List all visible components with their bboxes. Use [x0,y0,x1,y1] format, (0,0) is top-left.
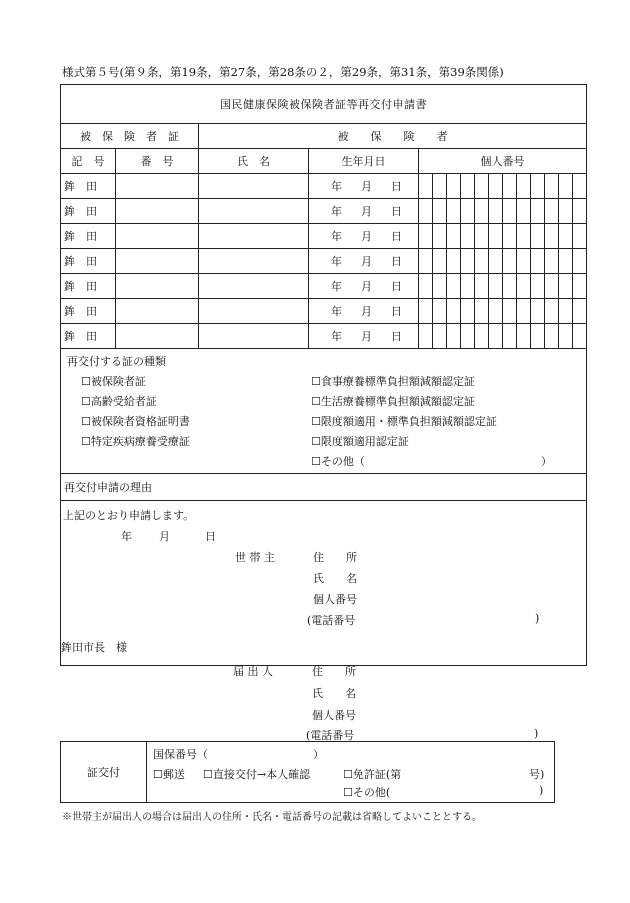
number-cell[interactable] [116,199,199,224]
digit-box[interactable] [531,249,545,274]
checkbox-limit-and-standard-reduction[interactable]: ☐限度額適用・標準負担額減額認定証 [311,415,497,428]
notifier-phone-label: (電話番号 [306,729,355,742]
symbol-cell: 鉾 田 [61,324,116,349]
digit-box[interactable] [475,199,489,224]
day-label: 日 [391,305,402,318]
digit-box[interactable] [545,199,559,224]
digit-box[interactable] [489,224,503,249]
digit-box[interactable] [503,249,517,274]
number-cell[interactable] [116,224,199,249]
digit-box[interactable] [517,249,531,274]
birthdate-cell[interactable] [309,174,419,199]
month-label: 月 [361,280,372,293]
symbol-cell: 鉾 田 [61,249,116,274]
birthdate-cell[interactable] [309,249,419,274]
digit-box[interactable] [433,224,447,249]
digit-box[interactable] [545,324,559,349]
digit-box[interactable] [475,249,489,274]
digit-box[interactable] [573,224,587,249]
householder-phone-label: (電話番号 [307,614,356,627]
digit-box[interactable] [531,174,545,199]
application-statement: 上記のとおり申請します。 [63,509,195,522]
digit-box[interactable] [559,249,573,274]
footnote: ※世帯主が届出人の場合は届出人の住所・氏名・電話番号の記載は省略してよいこととする。 [62,812,482,823]
digit-box[interactable] [559,174,573,199]
digit-box[interactable] [559,224,573,249]
symbol-cell: 鉾 田 [61,199,116,224]
symbol-column-header: 記 号 [61,149,116,174]
checkbox-limit-certificate[interactable]: ☐限度額適用認定証 [311,435,409,448]
table-row [61,324,587,349]
month-label: 月 [361,330,372,343]
householder-address-label: 住 所 [313,551,357,564]
digit-box[interactable] [517,174,531,199]
digit-box[interactable] [489,299,503,324]
digit-box[interactable] [559,324,573,349]
kokuho-number-label: 国保番号（ [153,748,208,761]
digit-box[interactable] [489,324,503,349]
notifier-label: 届 出 人 [233,665,273,678]
symbol-cell: 鉾 田 [61,299,116,324]
month-label: 月 [361,230,372,243]
checkbox-meal-cost-reduction[interactable]: ☐食事療養標準負担額減額認定証 [311,375,475,388]
digit-box[interactable] [503,299,517,324]
digit-box[interactable] [503,174,517,199]
year-label: 年 [331,280,342,293]
application-section [61,501,587,666]
personal-number-column-header: 個人番号 [419,149,587,174]
name-cell[interactable] [199,174,309,199]
table-row [61,249,587,274]
digit-box[interactable] [461,299,475,324]
digit-box[interactable] [573,299,587,324]
form-header: 様式第５号(第９条，第19条，第27条，第28条の２，第29条，第31条，第39条関係) [62,65,504,79]
digit-box[interactable] [433,324,447,349]
kokuho-number-close: ） [313,748,324,761]
digit-box[interactable] [531,274,545,299]
number-cell[interactable] [116,299,199,324]
day-label: 日 [391,255,402,268]
digit-box[interactable] [475,324,489,349]
digit-box[interactable] [475,224,489,249]
digit-box[interactable] [503,199,517,224]
number-cell[interactable] [116,174,199,199]
digit-box[interactable] [447,174,461,199]
digit-box[interactable] [419,274,433,299]
reissue-types-title: 再交付する証の種類 [67,355,166,368]
digit-box[interactable] [559,299,573,324]
digit-box[interactable] [447,249,461,274]
digit-box[interactable] [447,324,461,349]
digit-box[interactable] [573,324,587,349]
digit-box[interactable] [433,274,447,299]
table-row [61,274,587,299]
checkbox-other-id[interactable]: ☐その他( [343,786,391,799]
name-cell[interactable] [199,299,309,324]
birthdate-cell[interactable] [309,224,419,249]
birthdate-cell[interactable] [309,324,419,349]
insured-person-header: 被 保 険 者 [199,124,587,149]
digit-box[interactable] [461,199,475,224]
application-form-table [60,84,587,666]
digit-box[interactable] [503,224,517,249]
digit-box[interactable] [545,224,559,249]
digit-box[interactable] [531,299,545,324]
digit-box[interactable] [475,174,489,199]
checkbox-direct-delivery[interactable]: ☐直接交付→本人確認 [203,768,311,781]
digit-box[interactable] [531,199,545,224]
digit-box[interactable] [573,249,587,274]
householder-name-label: 氏 名 [313,572,357,585]
symbol-cell: 鉾 田 [61,224,116,249]
notifier-address-label: 住 所 [312,665,356,678]
digit-box[interactable] [517,324,531,349]
number-cell[interactable] [116,274,199,299]
license-suffix: 号) [529,768,545,781]
table-row [61,174,587,199]
householder-phone-close: ) [535,612,540,625]
digit-box[interactable] [559,274,573,299]
insurance-card-header: 被 保 険 者 証 [61,124,199,149]
name-cell[interactable] [199,324,309,349]
addressee-label: 鉾田市長 様 [61,641,127,654]
digit-box[interactable] [433,299,447,324]
digit-box[interactable] [447,299,461,324]
reissue-types-section [61,349,587,474]
checkbox-living-cost-reduction[interactable]: ☐生活療養標準負担額減額認定証 [311,395,475,408]
table-row [61,199,587,224]
digit-box[interactable] [419,324,433,349]
day-label: 日 [391,180,402,193]
digit-box[interactable] [489,249,503,274]
householder-personal-number-label: 個人番号 [313,593,357,606]
year-label: 年 [331,330,342,343]
year-label: 年 [331,255,342,268]
digit-box[interactable] [531,324,545,349]
digit-box[interactable] [545,174,559,199]
digit-box[interactable] [573,274,587,299]
certificate-issuance-table [60,741,555,803]
digit-box[interactable] [545,249,559,274]
date-day-label: 日 [205,530,216,543]
digit-box[interactable] [461,224,475,249]
number-cell[interactable] [116,249,199,274]
birthdate-cell[interactable] [309,299,419,324]
notifier-phone-close: ) [534,727,539,740]
digit-box[interactable] [531,224,545,249]
digit-box[interactable] [517,274,531,299]
certificate-issuance-options [147,742,555,803]
table-row [61,224,587,249]
digit-box[interactable] [475,274,489,299]
table-row [61,299,587,324]
checkbox-mail[interactable]: ☐郵送 [153,768,185,781]
digit-box[interactable] [447,274,461,299]
digit-box[interactable] [503,324,517,349]
digit-box[interactable] [475,299,489,324]
householder-label: 世 帯 主 [235,551,275,564]
name-cell[interactable] [199,199,309,224]
digit-box[interactable] [503,274,517,299]
date-month-label: 月 [159,530,170,543]
digit-box[interactable] [433,174,447,199]
month-label: 月 [361,305,372,318]
digit-box[interactable] [461,249,475,274]
name-column-header: 氏 名 [199,149,309,174]
checkbox-drivers-license[interactable]: ☐免許証(第 [343,768,402,781]
year-label: 年 [331,305,342,318]
digit-box[interactable] [545,274,559,299]
day-label: 日 [391,230,402,243]
reissue-reason-field[interactable] [61,474,587,501]
digit-box[interactable] [489,174,503,199]
digit-box[interactable] [419,299,433,324]
digit-box[interactable] [489,199,503,224]
year-label: 年 [331,205,342,218]
month-label: 月 [361,205,372,218]
digit-box[interactable] [573,174,587,199]
digit-box[interactable] [517,224,531,249]
digit-box[interactable] [419,224,433,249]
digit-box[interactable] [545,299,559,324]
month-label: 月 [361,180,372,193]
checkbox-elderly-recipient-card[interactable]: ☐高齢受給者証 [81,395,157,408]
notifier-name-label: 氏 名 [312,687,356,700]
digit-box[interactable] [419,174,433,199]
digit-box[interactable] [461,174,475,199]
digit-box[interactable] [447,199,461,224]
digit-box[interactable] [559,199,573,224]
day-label: 日 [391,330,402,343]
symbol-cell: 鉾 田 [61,274,116,299]
birthdate-column-header: 生年月日 [309,149,419,174]
other-close-paren: ） [541,455,552,468]
digit-box[interactable] [573,199,587,224]
other-id-close: ) [539,784,544,797]
form-title: 国民健康保険被保険者証等再交付申請書 [61,85,587,124]
year-label: 年 [331,230,342,243]
number-column-header: 番 号 [116,149,199,174]
name-cell[interactable] [199,224,309,249]
digit-box[interactable] [419,249,433,274]
day-label: 日 [391,205,402,218]
year-label: 年 [331,180,342,193]
digit-box[interactable] [447,224,461,249]
digit-box[interactable] [517,299,531,324]
date-year-label: 年 [121,530,132,543]
symbol-cell: 鉾 田 [61,174,116,199]
birthdate-cell[interactable] [309,199,419,224]
name-cell[interactable] [199,249,309,274]
digit-box[interactable] [419,199,433,224]
number-cell[interactable] [116,324,199,349]
checkbox-specific-disease-certificate[interactable]: ☐特定疾病療養受療証 [81,435,190,448]
certificate-issuance-label: 証交付 [61,742,147,803]
digit-box[interactable] [461,274,475,299]
name-cell[interactable] [199,274,309,299]
checkbox-eligibility-certificate[interactable]: ☐被保険者資格証明書 [81,415,190,428]
digit-box[interactable] [433,199,447,224]
digit-box[interactable] [517,199,531,224]
digit-box[interactable] [433,249,447,274]
birthdate-cell[interactable] [309,274,419,299]
day-label: 日 [391,280,402,293]
month-label: 月 [361,255,372,268]
digit-box[interactable] [461,324,475,349]
notifier-personal-number-label: 個人番号 [312,709,356,722]
reissue-reason-label: 再交付申請の理由 [64,481,152,494]
checkbox-insurance-card[interactable]: ☐被保険者証 [81,375,146,388]
digit-box[interactable] [489,274,503,299]
checkbox-other[interactable]: ☐その他（ [311,455,365,468]
